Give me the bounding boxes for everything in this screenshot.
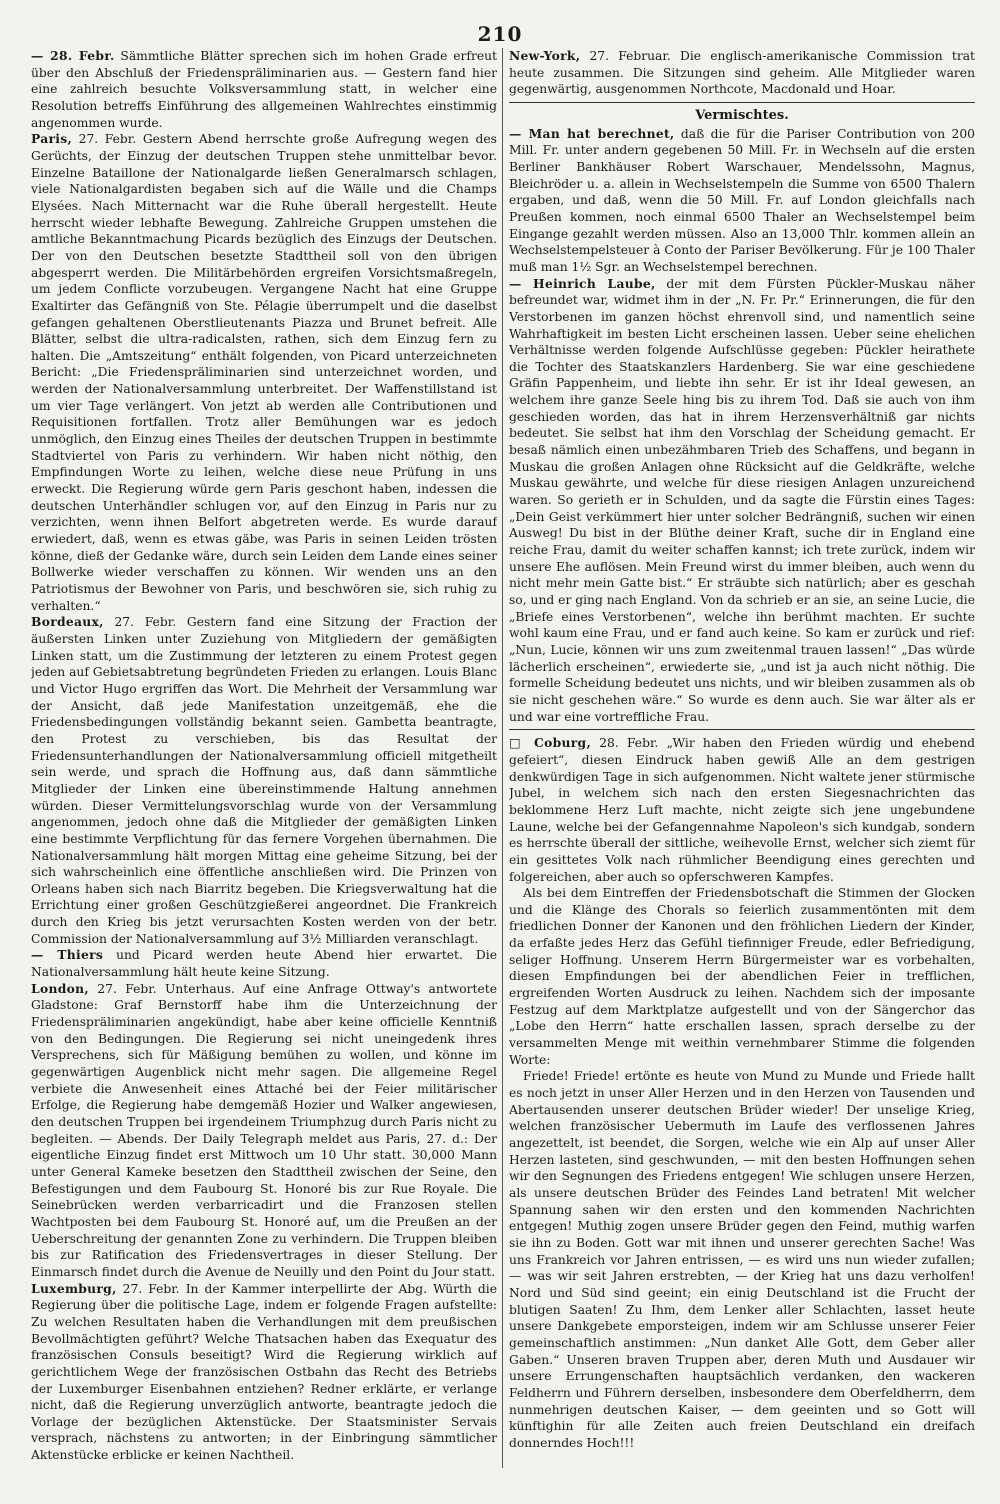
left-column <box>31 48 497 1468</box>
article-text: der mit dem Fürsten Pückler-Muskau näher befreundet war, widmet ihm in der „N. Fr. Pr.“ Erinnerungen, die für den Verstorbenen im ganzen höchst ehrenvoll sind, und namentlich seine Wahrhaftigkeit im besten Licht erscheinen lassen. Ueber seine ehelichen Verhältnisse werden folgende Aufschlüsse gegeben: Pückler heirathete die Tochter des Staatskanzlers Hardenberg. Sie war eine geschiedene Gräfin Pappenheim, und liebte ihn sehr. Er ist ihr Ideal gewesen, an welchem ihre ganze Seele hing bis zu ihrem Tod. Daß sie auch von ihm geschieden worden, das hat in ihrem Herzensverhältniß gar nichts bedeutet. Sie selbst hat ihm den Vorschlag der Scheidung gemacht. Er besaß nämlich einen unbezähmbaren Trieb des Schaffens, und begann in Muskau die großen Anlagen ohne Rücksicht auf die Geldkräfte, welche Muskau gewährte, und welche für diese riesigen Anlagen unzureichend waren. So gerieth er in Schulden, und da sagte die Fürstin eines Tages: „Dein Geist verkümmert hier unter solcher Bedrängniß, suchen wir einen Ausweg! Du bist in der Blüthe deiner Kraft, suche dir in England eine reiche Frau, damit du weiter schaffen kannst; ich trete zurück, indem wir unsere Ehe auflösen. Mein Freund wirst du immer bleiben, auch wenn du nicht mehr mein Gatte bist.“ Er sträubte sich natürlich; aber es geschah so, und er ging nach England. Von da schrieb er an sie, an seine Lucie, die „Briefe eines Verstorbenen“, welche ihn berühmt machten. Er suchte wohl kaum eine Frau, und er fand auch keine. So kam er zurück und rief: „Nun, Lucie, können wir uns zum zweitenmal trauen lassen!“ „Das würde lächerlich erscheinen“, erwiederte sie, „und ist ja auch nicht nöthig. Die formelle Scheidung bedeutet uns nichts, und wir bleiben zusammen als ob sie nicht geschehen wäre.“ So wurde es denn auch. Sie war älter als er und war eine vortreffliche Frau. <box>509 276 975 724</box>
article-dateline: — Heinrich Laube, <box>509 275 656 291</box>
article-paragraph <box>509 885 975 1068</box>
article-text: 27. Febr. In der Kammer interpellirte der Abg. Würth die Regierung über die politische Lage, indem er folgende Fragen aufstellte: Zu welchen Resultaten haben die Verhandlungen mit dem preußischen Bevollmächtigten geführt? Welche Thatsachen haben das Exequatur des französischen Consuls beseitigt? Wird die Regierung wirklich auf gerichtlichem Wege der französischen Ostbahn das Recht des Betriebs der Luxemburger Eisenbahnen entziehen? Redner erklärte, er verlange nicht, daß die Regierung unverzüglich antworte, beantragte jedoch die Vorlage der bezüglichen Aktenstücke. Der Staatsminister Servais versprach, nächstens zu antworten; in der Einbringung sämmtlicher Aktenstücke erblicke er keinen Nachtheil. <box>31 1281 497 1463</box>
article-text: und Picard werden heute Abend hier erwartet. Die Nationalversammlung hält heute keine Sitzung. <box>31 948 497 980</box>
article-text: Friede! Friede! ertönte es heute von Mund zu Munde und Friede hallt es noch jetzt in unser Aller Herzen und in den Herzen von Tausenden und Abertausenden unserer deutschen Brüder wieder! Der unselige Krieg, welchen französischer Uebermuth im Laufe des verflossenen Jahres angezettelt, ist beendet, die Sorgen, welche wie ein Alp auf unser Aller Herzen lasteten, sind geschwunden, — mit den besten Hoffnungen sehen wir den Segnungen des Friedens entgegen! Wie schlugen unsere Herzen, als unsere deutschen Brüder des Feindes Land betraten! Mit welcher Spannung sahen wir den ersten und den kommenden Nachrichten entgegen! Muthig zogen unsere Brüder gegen den Feind, muthig warfen sie ihn zu Boden. Gott war mit ihnen und unserer gerechten Sache! Was uns Frankreich vor Jahren entrissen, — es wird uns nun wieder zufallen; — was wir seit Jahren erstrebten, — der Krieg hat uns dazu verholfen! Nord und Süd sind geeint; ein einig Deutschland ist die Frucht der blutigen Saaten! Zu Ihm, dem Lenker aller Schlachten, lasset heute unsere Dankgebete emporsteigen, indem wir am Schlusse unserer Feier gemeinschaftlich anstimmen: „Nun danket Alle Gott, dem Geber aller Gaben.“ Unseren braven Truppen aber, deren Muth und Ausdauer wir unsere Errungenschaften hauptsächlich verdanken, den wackeren Feldherrn und Führern derselben, insbesondere dem Oberfeldherrn, dem nunmehrigen deutschen Kaiser, — dem geeinten und so Gott will künftighin für alle Zeiten auch freien Deutschland ein dreifach donnerndes Hoch!!! <box>509 1069 975 1450</box>
right-top-articles <box>509 48 975 98</box>
article-dateline: — Thiers <box>31 947 104 963</box>
article-text: Sämmtliche Blätter sprechen sich im hohen Grade erfreut über den Abschluß der Friedenspräliminarien aus. — Gestern fand hier eine zahlreich besuchte Volksversammlung statt, in welcher eine Resolution betreffs Einführung des allgemeinen Wahlrechtes einstimmig angenommen wurde. <box>31 49 497 130</box>
article-dateline: Luxemburg, <box>31 1280 117 1296</box>
article-paragraph <box>509 126 975 276</box>
section-title-vermischtes: Vermischtes. <box>695 107 789 123</box>
article-text: 27. Februar. Die englisch-amerikanische Commission trat heute zusammen. Die Sitzungen sind geheim. Alle Mitglieder waren gegenwärtig, ausgenommen Northcote, Macdonald und Hoar. <box>509 49 975 97</box>
right-column <box>509 48 975 1468</box>
article-paragraph <box>31 981 497 1281</box>
article-paragraph <box>31 614 497 947</box>
article-text: daß die für die Pariser Contribution von 200 Mill. Fr. unter andern gegebenen 50 Mill. Fr. in Wechseln auf die ersten Berliner Bankhäuser Robert Warschauer, Mendelssohn, Magnus, Bleichröder u. a. allein in Wechselstempeln die Summe von 6500 Thalern ergaben, und daß, wenn die 50 Mill. Fr. auf London gleichfalls nach Preußen kommen, noch einmal 6500 Thaler an Wechselstempel beim Eingange gezahlt werden müssen. Also an 13,000 Thlr. kommen allein an Wechselstempelsteuer à Conto der Pariser Bevölkerung. Für je 100 Thaler muß man 1½ Sgr. an Wechselstempel berechnen. <box>509 126 975 274</box>
vermischtes-articles <box>509 126 975 726</box>
section-rule <box>509 102 975 103</box>
article-dateline: London, <box>31 980 89 996</box>
article-paragraph <box>31 48 497 131</box>
article-text: Als bei dem Eintreffen der Friedensbotschaft die Stimmen der Glocken und die Klänge des Chorals so feierlich zusammentönten mit dem friedlichen Donner der Kanonen und den fröhlichen Liedern der Kinder, da erfaßte jedes Herz das Gefühl tiefinniger Freude, edler Befriedigung, seliger Hoffnung. Unserem Herrn Bürgermeister war es vorbehalten, diesen Empfindungen bei der abendlichen Feier in trefflichen, ergreifenden Worten Ausdruck zu leihen. Nachdem sich der imposante Festzug auf dem Marktplatze aufgestellt und von der Sängerchor das „Lobe den Herrn“ hatte erschallen lassen, sprach derselbe zu der versammelten Menge mit weithin vernehmbarer Stimme die folgenden Worte: <box>509 886 975 1067</box>
article-text: 28. Febr. „Wir haben den Frieden würdig und ehebend gefeiert“, diesen Eindruck haben gewiß Alle an dem gestrigen denkwürdigen Tage in sich aufgenommen. Nicht waltete jener stürmische Jubel, in welchem sich nach den ersten Siegesnachrichten das beklommene Herz Luft machte, nicht zeigte sich jene ungebundene Laune, welche bei der Gefangennahme Napoleon's sich kundgab, sondern es herrschte überall der sittliche, weihevolle Ernst, welcher sich ziemt für ein gesittetes Volk nach rühmlicher Beendigung eines gerechten und folgereichen, aber auch so opferschweren Kampfes. <box>509 736 975 884</box>
article-paragraph <box>31 1281 497 1464</box>
article-paragraph <box>509 276 975 726</box>
article-paragraph <box>509 48 975 98</box>
column-divider <box>502 48 503 1468</box>
article-text: 27. Febr. Gestern Abend herrschte große Aufregung wegen des Gerüchts, der Einzug der deutschen Truppen stehe unmittelbar bevor. Einzelne Bataillone der Nationalgarde ließen Generalmarsch schlagen, viele Nationalgardisten begaben sich auf die Wälle und die Champs Elysées. Nach Mitternacht war die Ruhe überall hergestellt. Heute herrscht wieder lebhafte Bewegung. Zahlreiche Gruppen umstehen die amtliche Bekanntmachung Picards bezüglich des Einzugs der Deutschen. Der von den Deutschen besetzte Stadttheil soll von den übrigen abgesperrt werden. Die Militärbehörden ergreifen Vorsichtsmaßregeln, um jedem Conflicte vorzubeugen. Vergangene Nacht hat eine Gruppe Exaltirter das Gefängniß von Ste. Pélagie überrumpelt und die daselbst gefangen gehaltenen Oberstlieutenants Piazza und Brunet befreit. Alle Blätter, selbst die ultra-radicalsten, rathen, sich dem Einzug fern zu halten. Die „Amtszeitung“ enthält folgenden, von Picard unterzeichneten Bericht: „Die Friedenspräliminarien sind unterzeichnet worden, und werden der Nationalversammlung unterbreitet. Der Waffenstillstand ist um vier Tage verlängert. Von jetzt ab werden alle Contributionen und Requisitionen fortfallen. Trotz aller Bemühungen war es jedoch unmöglich, den Einzug eines Theiles der deutschen Truppen in bestimmte Stadtviertel von Paris zu verhindern. Wir haben nicht nöthig, den Empfindungen Worte zu leihen, welche diese neue Prüfung in uns erweckt. Die Regierung würde gern Paris geschont haben, indessen die deutschen Unterhändler schlugen vor, auf den Einzug in Paris nur zu verzichten, wenn ihnen Belfort abgetreten werde. Es wurde darauf erwiedert, daß, wenn es etwas gäbe, was Paris in seinen Leiden trösten könne, dieß der Gedanke wäre, durch sein Leiden dem Lande eines seiner Bollwerke wieder verschaffen zu können. Wir wenden uns an den Patriotismus der Bewohner von Paris, und beschwören sie, sich ruhig zu verhalten.“ <box>31 132 497 613</box>
coburg-articles <box>509 735 975 1451</box>
article-text: 27. Febr. Unterhaus. Auf eine Anfrage Ottway's antwortete Gladstone: Graf Bernstorff habe ihm die Unterzeichnung der Friedenspräliminarien angekündigt, habe aber keine officielle Kenntniß von den Bedingungen. Die Regierung sei nicht uneingedenk ihres Versprechens, sich für Mäßigung bemühen zu wollen, und könne im gegenwärtigen Augenblick nicht mehr sagen. Die allgemeine Regel verbiete die Anwesenheit eines Attaché bei der Feier militärischer Erfolge, die Regierung habe demgemäß Hozier und Walker angewiesen, den deutschen Truppen bei irgendeinem Triumphzug durch Paris nicht zu begleiten. — Abends. Der Daily Telegraph meldet aus Paris, 27. d.: Der eigentliche Einzug findet erst Mittwoch um 10 Uhr statt. 30,000 Mann unter General Kameke besetzen den Stadttheil zwischen der Seine, den Befestigungen und dem Faubourg St. Honoré bis zur Rue Royale. Die Seinebrücken werden verbarricadirt und die Franzosen stellen Wachtposten bei dem Faubourg St. Honoré auf, um die Preußen an der Ueberschreitung der genannten Zone zu verhindern. Die Truppen bleiben bis zur Ratification des Friedensvertrages in dieser Stellung. Der Einmarsch findet durch die Avenue de Neuilly und den Point du Jour statt. <box>31 981 497 1279</box>
page-number: 210 <box>477 22 523 46</box>
article-paragraph <box>509 1068 975 1451</box>
article-dateline: New-York, <box>509 48 581 63</box>
article-dateline: Bordeaux, <box>31 614 104 630</box>
section-rule <box>509 729 975 730</box>
article-dateline: Paris, <box>31 131 73 147</box>
article-text: 27. Febr. Gestern fand eine Sitzung der Fraction der äußersten Linken unter Zuziehung von Mitgliedern der gemäßigten Linken statt, um die Zustimmung der letzteren zu einem Protest gegen jeden auf Gebietsabtretung begründeten Frieden zu erlangen. Louis Blanc und Victor Hugo ergriffen das Wort. Die Mehrheit der Versammlung war der Ansicht, daß jede Manifestation unzeitgemäß, ehe die Friedensbedingungen vollständig bekannt seien. Gambetta beantragte, den Protest zu verschieben, bis das Resultat der Friedensunterhandlungen der Nationalversammlung officiell mitgetheilt sein werde, und sprach die Hoffnung aus, daß dann sämmtliche Mitglieder der Linken eine übereinstimmende Haltung annehmen würden. Dieser Vermittelungsvorschlag wurde von der Versammlung angenommen, jedoch ohne daß die Mitglieder der gemäßigten Linken eine bestimmte Verpflichtung für das fernere Vorgehen übernahmen. Die Nationalversammlung hält morgen Mittag eine geheime Sitzung, bei der sich wahrscheinlich eine öffentliche anschließen wird. Die Prinzen von Orleans haben sich nach Biarritz begeben. Die Kriegsverwaltung hat die Errichtung einer großen Geschützgießerei angeordnet. Die Frankreich durch den Krieg bis jetzt verursachten Kosten werden von der betr. Commission der Nationalversammlung auf 3½ Milliarden veranschlagt. <box>31 615 497 946</box>
article-dateline: □ Coburg, <box>509 735 592 751</box>
article-dateline: — Man hat berechnet, <box>509 125 675 141</box>
article-dateline: — 28. Febr. <box>31 48 115 63</box>
article-paragraph <box>509 735 975 885</box>
article-paragraph <box>31 131 497 614</box>
article-paragraph <box>31 947 497 980</box>
